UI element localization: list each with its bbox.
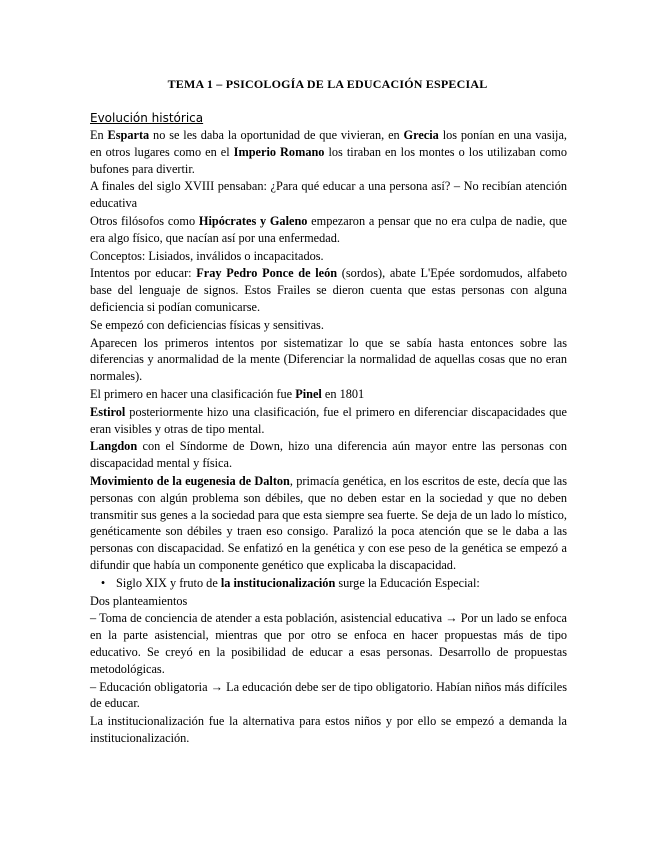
paragraph-deficiencias: Se empezó con deficiencias físicas y sensitivas. — [90, 317, 324, 332]
paragraph-esparta: En Esparta no se les daba la oportunidad de que vivieran, en Grecia los ponían en una vasija, en otros lugares como en el Imperio Romano los tiraban en los montes o los utilizaban como bufones para divertir. — [90, 128, 568, 176]
paragraph-conceptos: Conceptos: Lisiados, inválidos o incapacitados. — [90, 248, 324, 263]
bullet-icon: • — [100, 575, 106, 590]
paragraph-sistematizar: Aparecen los primeros intentos por sistematizar lo que se sabía hasta entonces sobre las diferencias y anormalidad de la mente (Diferenciar la normalidad de aquellas cosas que no eran normales). — [90, 335, 567, 384]
section-subtitle: Evolución histórica — [90, 111, 204, 125]
paragraph-toma-conciencia: – Toma de conciencia de atender a esta población, asistencial educativa → Por un lado se enfoca en la parte asistencial, mientras que por otro se enfoca en hacer propuestas más de tipo educativo. Se creyó en la posibilidad de educar a esas personas. Desarrollo de propuestas metodológicas. — [90, 611, 567, 676]
paragraph-estirol: Estirol posteriormente hizo una clasificación, fue el primero en diferenciar discapacidades que eran visibles y otras de tipo mental. — [90, 404, 567, 436]
paragraph-eugenesia: Movimiento de la eugenesia de Dalton, primacía genética, en los escritos de este, decía que las personas con algún problema son débiles, que no deben estar en la sociedad y que no deben transmitir sus genes a la sociedad para que esta siempre sea fuerte. Se deja de un lado lo místico, genéticamente son débiles y traen eso consigo. Paralizó la poca atención que se le daba a las personas con discapacidad. Se enfatizó en la genética y con ese peso de la genética se empezó a difundir que había un componente genético que explicaba la discapacidad. — [90, 473, 567, 572]
paragraph-planteamientos: Dos planteamientos — [90, 593, 188, 608]
paragraph-filosofos: Otros filósofos como Hipócrates y Galeno empezaron a pensar que no era culpa de nadie, que era algo físico, que nacían así por una enfermedad. — [90, 213, 567, 245]
paragraph-intentos: Intentos por educar: Fray Pedro Ponce de león (sordos), abate L'Epée sordomudos, alfabeto base del lenguaje de signos. Estos Frailes se dieron cuenta que estas personas con alguna deficiencia si podían comunicarse. — [90, 266, 567, 314]
paragraph-educacion-obligatoria: – Educación obligatoria → La educación debe ser de tipo obligatorio. Habían niños más difíciles de educar. — [90, 679, 567, 711]
bullet-text: Siglo XIX y fruto de la institucionalización surge la Educación Especial: — [116, 575, 480, 590]
paragraph-pinel: El primero en hacer una clasificación fue Pinel en 1801 — [90, 386, 365, 401]
paragraph-institucionalizacion: La institucionalización fue la alternativa para estos niños y por ello se empezó a demanda la institucionalización. — [90, 714, 567, 745]
paragraph-langdon: Langdon con el Síndorme de Down, hizo una diferencia aún mayor entre las personas con discapacidad mental y física. — [90, 439, 567, 471]
bullet-siglo-xix — [90, 575, 567, 592]
document-body — [90, 110, 567, 748]
paragraph-siglo-xviii: A finales del siglo XVIII pensaban: ¿Para qué educar a una persona así? – No recibían atención educativa — [90, 179, 567, 211]
document-title: TEMA 1 – PSICOLOGÍA DE LA EDUCACIÓN ESPECIAL — [167, 77, 488, 91]
